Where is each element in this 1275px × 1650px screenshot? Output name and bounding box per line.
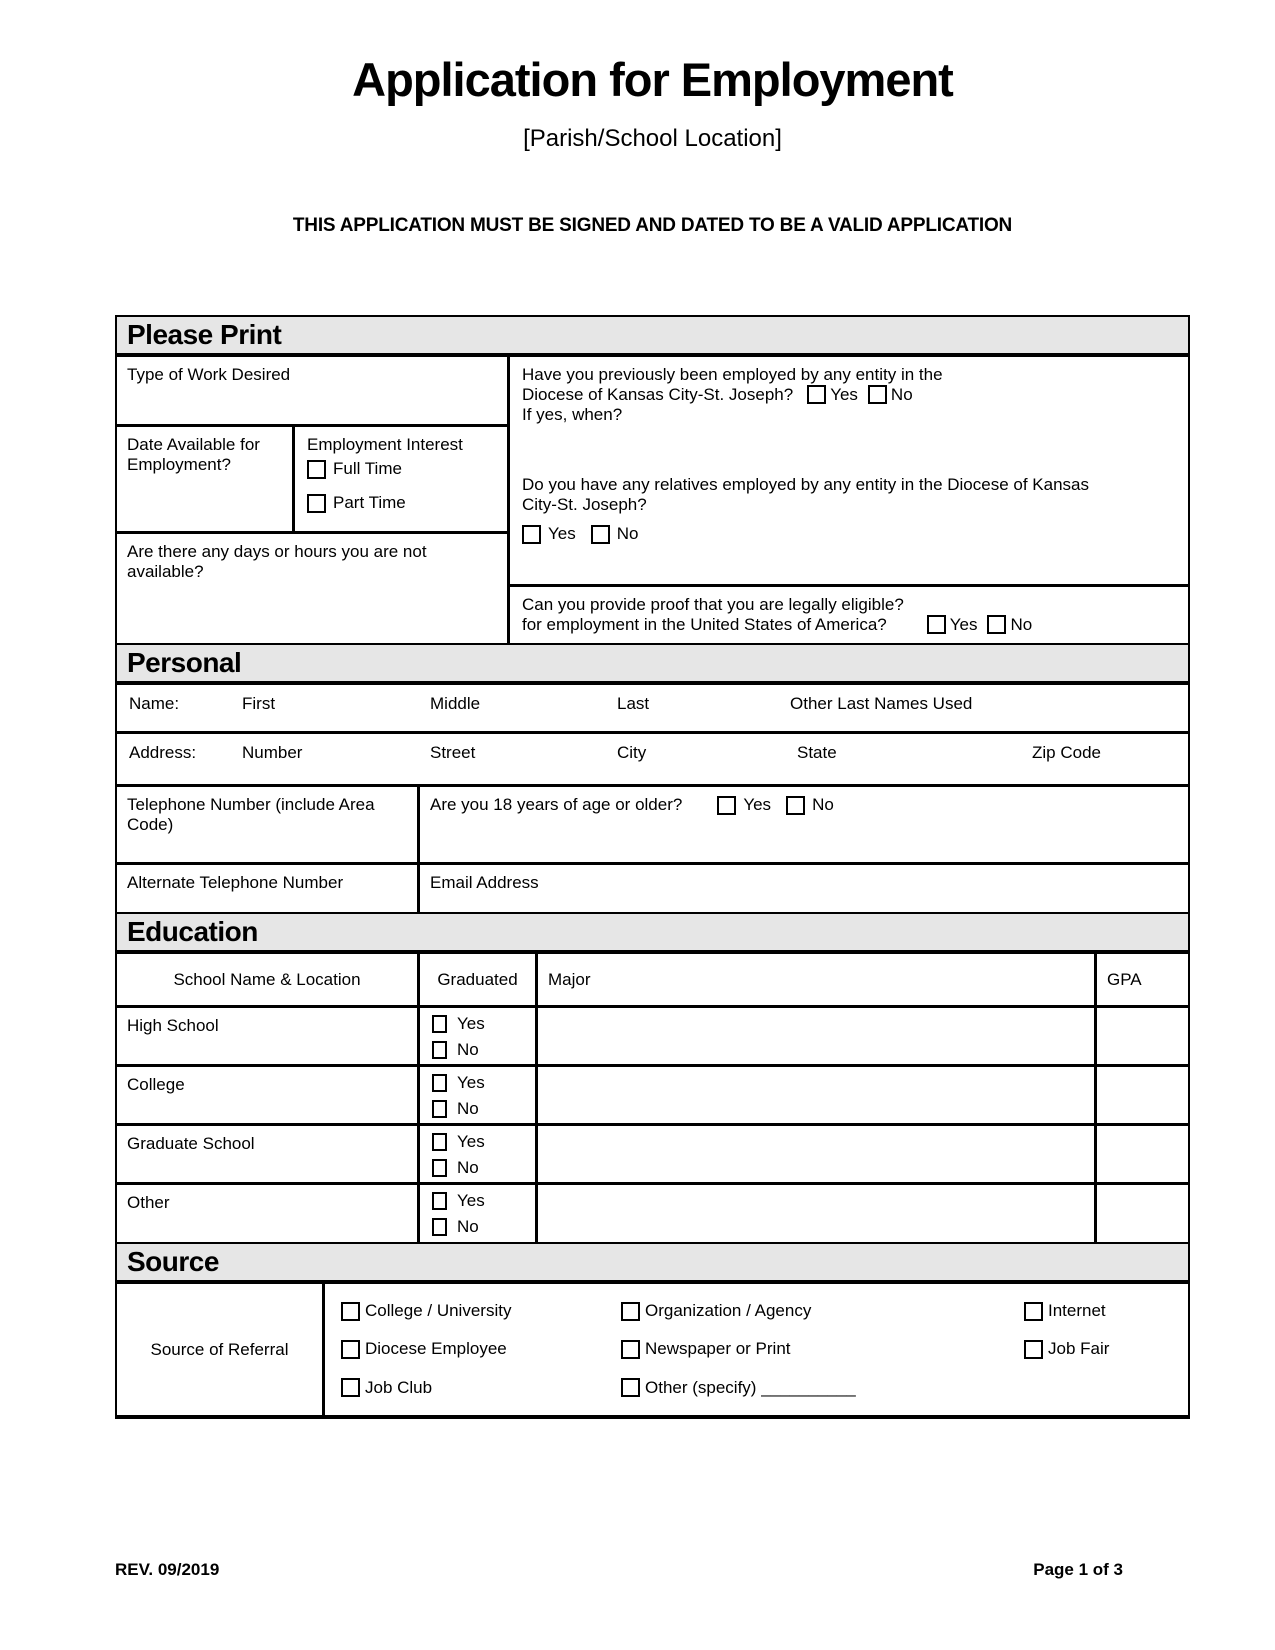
please-print-section [117,357,1188,645]
telephone-label: Telephone Number (include Area Code) [127,795,375,834]
source-option-label: Diocese Employee [365,1339,507,1359]
school-row-label: College [127,1075,185,1094]
type-of-work-label: Type of Work Desired [127,365,291,384]
relatives-no-checkbox[interactable] [591,525,610,544]
other-graduated-yes-checkbox[interactable] [432,1192,447,1210]
source-job-club-checkbox[interactable] [341,1378,360,1397]
source-option-label: Internet [1048,1301,1106,1321]
employment-interest-field [295,427,507,531]
source-option-diocese-employee [341,1339,621,1359]
full-time-checkbox[interactable] [307,460,326,479]
page-headings [115,0,1190,237]
age-yes-checkbox[interactable] [717,796,736,815]
relatives-yes-checkbox[interactable] [522,525,541,544]
highschool-graduated-no-checkbox[interactable] [432,1041,447,1059]
graduated-yes-label: Yes [457,1191,485,1210]
education-column-graduated: Graduated [420,954,538,1005]
full-time-label: Full Time [333,459,402,478]
source-newspaper-print-checkbox[interactable] [621,1340,640,1359]
part-time-checkbox[interactable] [307,494,326,513]
school-name-cell[interactable] [117,1185,420,1242]
source-option-label: Job Club [365,1377,433,1397]
address-state-label: State [797,743,837,762]
graduated-no-label: No [457,1217,479,1236]
school-row-label: Other [127,1193,170,1212]
gpa-cell[interactable] [1097,1067,1188,1123]
education-column-gpa: GPA [1107,969,1142,989]
gpa-cell[interactable] [1097,1126,1188,1182]
source-section [117,1284,1188,1415]
source-option-internet [1024,1301,1188,1321]
college-graduated-yes-checkbox[interactable] [432,1074,447,1092]
eligible-yes-label: Yes [949,615,978,634]
source-other-checkbox[interactable] [621,1378,640,1397]
age-question-label: Are you 18 years of age or older? [430,795,683,814]
source-college-university-checkbox[interactable] [341,1302,360,1321]
section-header-personal: Personal [117,645,1188,685]
eligibility-line2: for employment in the United States of America? [522,615,887,634]
school-name-cell[interactable] [117,1126,420,1182]
major-cell[interactable] [538,1126,1097,1182]
relatives-yes-label: Yes [548,524,576,543]
highschool-graduated-yes-checkbox[interactable] [432,1015,447,1033]
graduated-yes-label: Yes [457,1073,485,1092]
source-option-other [621,1378,1024,1398]
please-print-right-column [510,357,1188,643]
name-first-label: First [242,694,276,713]
days-hours-label: Are there any days or hours you are not available? [127,542,427,581]
address-label: Address: [129,743,197,762]
section-header-source: Source [117,1244,1188,1284]
eligible-no-checkbox[interactable] [987,615,1006,634]
other-graduated-no-checkbox[interactable] [432,1218,447,1236]
education-row-other [117,1185,1188,1244]
source-job-fair-checkbox[interactable] [1024,1340,1043,1359]
relatives-answer-row [522,524,1176,544]
previously-employed-line1: Have you previously been employed by any entity in the [522,365,943,384]
source-option-job-club [341,1378,621,1398]
source-internet-checkbox[interactable] [1024,1302,1043,1321]
education-row-graduate-school [117,1126,1188,1185]
address-street-label: Street [430,743,476,762]
education-row-high-school [117,1008,1188,1067]
name-middle-label: Middle [430,694,481,713]
address-field-row[interactable] [117,734,1188,787]
graduated-no-label: No [457,1099,479,1118]
education-header-row [117,954,1188,1008]
date-available-label: Date Available for Employment? [127,435,260,474]
previous-employment-cell [510,357,1188,587]
availability-interest-row [117,427,507,534]
validity-notice: THIS APPLICATION MUST BE SIGNED AND DATED TO BE A VALID APPLICATION [292,215,1013,236]
source-option-label: Other (specify) __________ [645,1377,856,1397]
previously-employed-no-label: No [890,385,913,404]
major-cell[interactable] [538,1067,1097,1123]
eligible-yes-checkbox[interactable] [927,615,946,634]
graduated-cell [420,1067,538,1123]
name-other-label: Other Last Names Used [790,694,973,713]
school-name-cell[interactable] [117,1067,420,1123]
age-yes-label: Yes [743,795,772,814]
graduated-yes-label: Yes [457,1132,485,1151]
revision-label: REV. 09/2019 [115,1560,220,1579]
graduated-no-label: No [457,1040,479,1059]
address-city-label: City [617,743,647,762]
source-option-job-fair [1024,1339,1188,1359]
relatives-question: Do you have any relatives employed by any entity in the Diocese of Kansas City-St. Joseph? [522,475,1089,514]
name-last-label: Last [617,694,650,713]
graduated-yes-label: Yes [457,1014,485,1033]
page-number-label: Page 1 of 3 [1033,1560,1123,1579]
previously-employed-yes-checkbox[interactable] [807,385,826,404]
major-cell[interactable] [538,1008,1097,1064]
graduated-no-label: No [457,1158,479,1177]
age-question-cell [420,787,1188,862]
source-option-college-university [341,1301,621,1321]
graduated-cell [420,1185,538,1242]
email-label: Email Address [430,873,539,892]
source-options-grid [325,1284,1188,1415]
school-name-cell[interactable] [117,1008,420,1064]
page-subtitle: [Parish/School Location] [523,125,782,152]
alternate-phone-field[interactable] [117,865,420,912]
college-graduated-no-checkbox[interactable] [432,1100,447,1118]
graduated-cell [420,1008,538,1064]
major-cell[interactable] [538,1185,1097,1242]
telephone-row [117,787,1188,865]
previously-employed-question [522,365,1176,425]
address-number-label: Number [242,743,303,762]
graduated-cell [420,1126,538,1182]
gradschool-graduated-no-checkbox[interactable] [432,1159,447,1177]
eligible-no-label: No [1010,615,1033,634]
source-option-label: Job Fair [1048,1339,1110,1359]
school-row-label: High School [127,1016,219,1035]
alternate-phone-label: Alternate Telephone Number [127,873,344,892]
relatives-no-label: No [616,524,639,543]
previously-employed-line2: Diocese of Kansas City-St. Joseph? [522,385,794,404]
source-organization-agency-checkbox[interactable] [621,1302,640,1321]
name-field-row[interactable] [117,685,1188,734]
email-field[interactable] [420,865,1188,912]
section-header-education: Education [117,914,1188,954]
age-no-label: No [812,795,834,814]
telephone-field[interactable] [117,787,420,862]
source-of-referral-label: Source of Referral [117,1284,325,1415]
alternate-contact-row [117,865,1188,914]
education-column-major: Major [538,954,1097,1005]
previously-employed-no-checkbox[interactable] [868,385,887,404]
gpa-cell[interactable] [1097,1008,1188,1064]
source-option-newspaper-print [621,1339,1024,1359]
gradschool-graduated-yes-checkbox[interactable] [432,1133,447,1151]
education-row-college [117,1067,1188,1126]
source-option-label: College / University [365,1301,512,1321]
page-title: Application for Employment [352,53,953,106]
previously-employed-yes-label: Yes [830,385,858,404]
section-header-please-print: Please Print [117,317,1188,357]
source-option-organization-agency [621,1301,1024,1321]
employment-interest-label: Employment Interest [307,435,463,454]
age-no-checkbox[interactable] [786,796,805,815]
application-form-table [115,315,1190,1419]
part-time-label: Part Time [333,493,406,512]
source-option-label: Newspaper or Print [645,1339,791,1359]
eligibility-cell [510,587,1188,643]
address-zip-label: Zip Code [1032,743,1101,762]
if-yes-when-label: If yes, when? [522,405,623,424]
days-hours-field[interactable] [117,534,507,643]
gpa-cell[interactable] [1097,1185,1188,1242]
source-option-label: Organization / Agency [645,1301,812,1321]
eligibility-line1: Can you provide proof that you are legally eligible? [522,595,904,614]
school-row-label: Graduate School [127,1134,255,1153]
date-available-field[interactable] [117,427,295,531]
name-label: Name: [129,694,180,713]
please-print-left-column [117,357,510,643]
education-column-school: School Name & Location [117,954,420,1005]
type-of-work-field[interactable] [117,357,507,427]
source-diocese-employee-checkbox[interactable] [341,1340,360,1359]
